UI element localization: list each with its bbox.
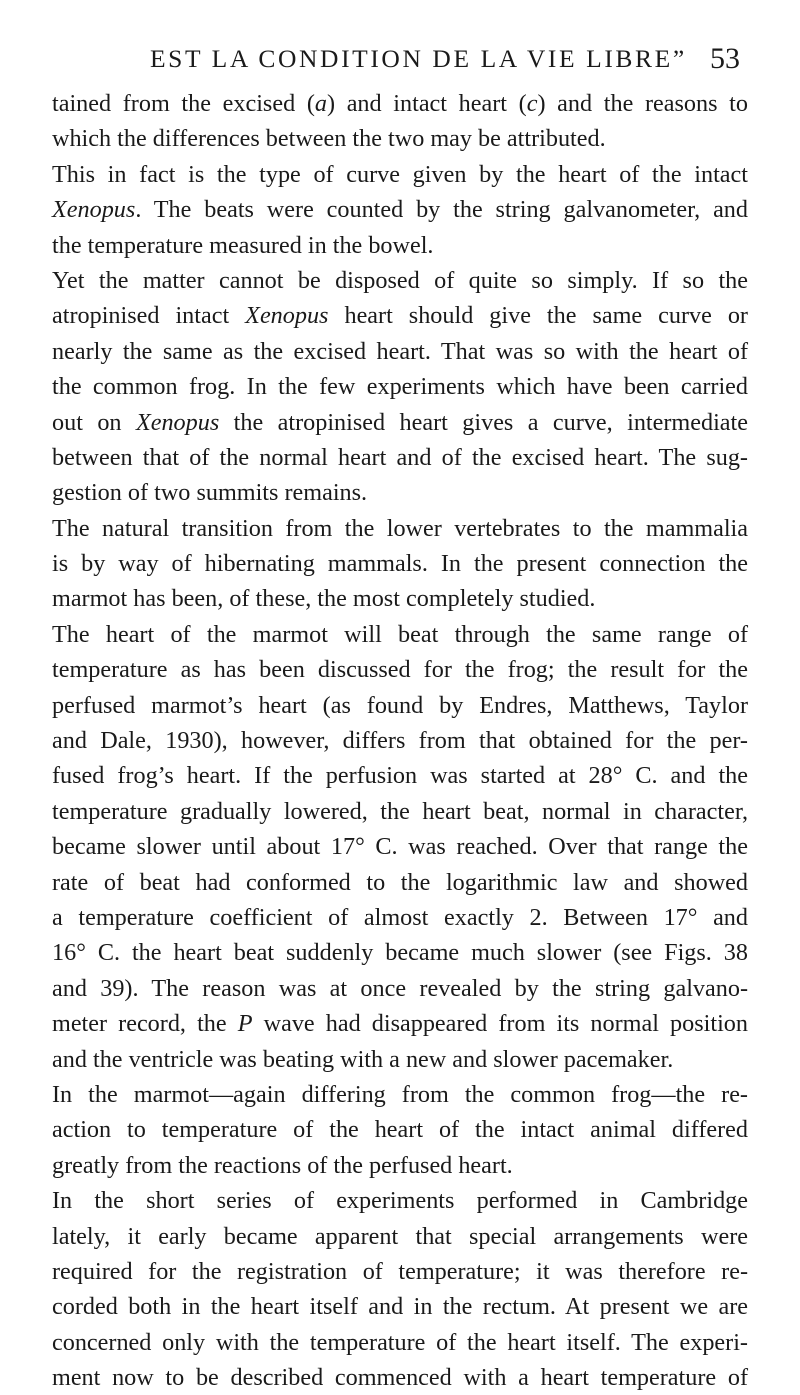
body-text	[52, 86, 748, 1395]
text-line: temperature as has been discussed for the frog; the result for the	[52, 656, 748, 684]
text-line: In the short series of experiments performed in Cambridge	[52, 1187, 748, 1215]
text-line: rate of beat had conformed to the logarithmic law and showed	[52, 868, 748, 896]
text-line: nearly the same as the excised heart. That was so with the heart of	[52, 337, 748, 365]
text-line: concerned only with the temperature of the heart itself. The experi-	[52, 1328, 748, 1356]
text-line: lately, it early became apparent that special arrangements were	[52, 1222, 748, 1250]
text-line: Yet the matter cannot be disposed of quite so simply. If so the	[52, 266, 748, 294]
text-line: greatly from the reactions of the perfused heart.	[52, 1151, 513, 1179]
text-line: The natural transition from the lower vertebrates to the mammalia	[52, 514, 748, 542]
text-line: a temperature coefficient of almost exactly 2. Between 17° and	[52, 903, 748, 931]
page-header	[150, 38, 740, 88]
text-line: required for the registration of temperature; it was therefore re-	[52, 1257, 748, 1285]
text-line: and 39). The reason was at once revealed by the string galvano-	[52, 974, 748, 1002]
text-line: Xenopus. The beats were counted by the string galvanometer, and	[52, 196, 748, 224]
text-line: which the differences between the two may be attributed.	[52, 125, 606, 153]
text-line: between that of the normal heart and of the excised heart. The sug-	[52, 443, 748, 471]
text-line: action to temperature of the heart of the intact animal differed	[52, 1116, 748, 1144]
text-line: marmot has been, of these, the most completely studied.	[52, 585, 596, 613]
text-line: meter record, the P wave had disappeared from its normal position	[52, 1010, 748, 1038]
text-line: This in fact is the type of curve given by the heart of the intact	[52, 160, 748, 188]
text-line: the temperature measured in the bowel.	[52, 231, 434, 259]
text-line: temperature gradually lowered, the heart beat, normal in character,	[52, 797, 748, 825]
text-line: is by way of hibernating mammals. In the present connection the	[52, 550, 748, 578]
text-line: and the ventricle was beating with a new and slower pacemaker.	[52, 1045, 674, 1073]
text-line: atropinised intact Xenopus heart should give the same curve or	[52, 302, 748, 330]
text-line: ment now to be described commenced with a heart temperature of	[52, 1364, 748, 1392]
text-line: perfused marmot’s heart (as found by Endres, Matthews, Taylor	[52, 691, 748, 719]
text-line: out on Xenopus the atropinised heart gives a curve, intermediate	[52, 408, 748, 436]
text-line: 16° C. the heart beat suddenly became much slower (see Figs. 38	[52, 939, 748, 967]
text-line: gestion of two summits remains.	[52, 479, 368, 507]
text-line: the common frog. In the few experiments which have been carried	[52, 373, 748, 401]
text-line: corded both in the heart itself and in the rectum. At present we are	[52, 1293, 748, 1321]
text-line: tained from the excised (a) and intact heart (c) and the reasons to	[52, 90, 748, 117]
text-line: The heart of the marmot will beat through the same range of	[52, 620, 748, 648]
text-line: became slower until about 17° C. was reached. Over that range the	[52, 833, 748, 861]
page-number: 53	[710, 42, 740, 75]
running-head: EST LA CONDITION DE LA VIE LIBRE”	[150, 44, 687, 73]
text-line: and Dale, 1930), however, differs from that obtained for the per-	[52, 727, 748, 755]
text-line: In the marmot—again differing from the common frog—the re-	[52, 1080, 748, 1108]
text-line: fused frog’s heart. If the perfusion was started at 28° C. and the	[52, 762, 748, 790]
